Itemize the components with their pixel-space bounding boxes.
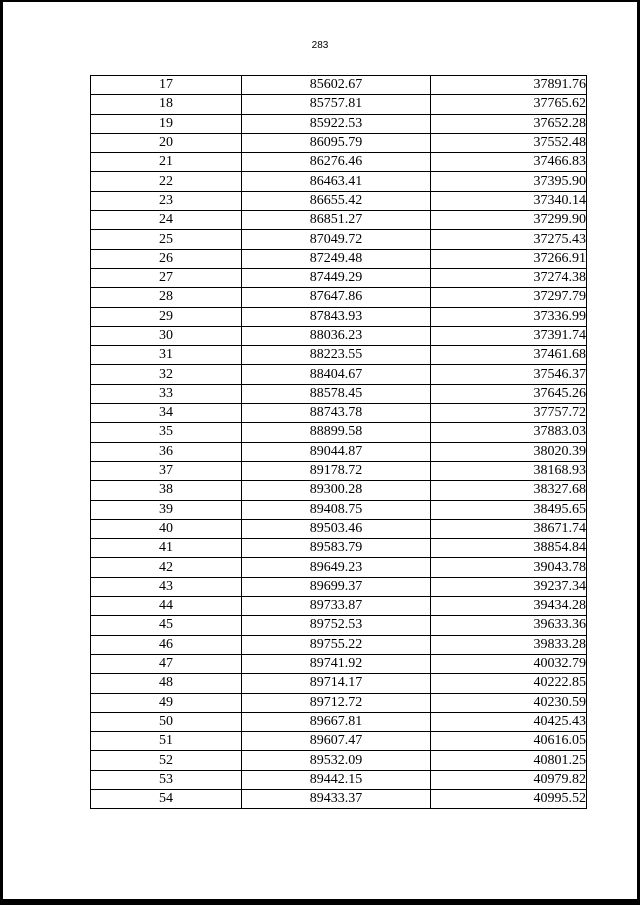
- x-coordinate-cell: 88223.55: [242, 346, 431, 365]
- table-row: [91, 133, 587, 152]
- point-number-cell: 19: [91, 114, 242, 133]
- point-number-cell: 42: [91, 558, 242, 577]
- point-number-cell: 26: [91, 249, 242, 268]
- y-coordinate-cell: 37275.43: [431, 230, 587, 249]
- y-coordinate-cell: 40230.59: [431, 693, 587, 712]
- scan-border-top: [0, 0, 640, 2]
- x-coordinate-cell: 85757.81: [242, 95, 431, 114]
- point-number-cell: 54: [91, 789, 242, 808]
- table-row: [91, 249, 587, 268]
- y-coordinate-cell: 37891.76: [431, 76, 587, 95]
- coordinates-table-body: [91, 76, 587, 809]
- table-row: [91, 114, 587, 133]
- point-number-cell: 23: [91, 191, 242, 210]
- y-coordinate-cell: 37299.90: [431, 211, 587, 230]
- point-number-cell: 38: [91, 481, 242, 500]
- point-number-cell: 21: [91, 153, 242, 172]
- table-row: [91, 384, 587, 403]
- point-number-cell: 39: [91, 500, 242, 519]
- point-number-cell: 44: [91, 597, 242, 616]
- point-number-cell: 52: [91, 751, 242, 770]
- x-coordinate-cell: 89755.22: [242, 635, 431, 654]
- x-coordinate-cell: 89433.37: [242, 789, 431, 808]
- table-row: [91, 539, 587, 558]
- x-coordinate-cell: 89408.75: [242, 500, 431, 519]
- x-coordinate-cell: 86276.46: [242, 153, 431, 172]
- y-coordinate-cell: 37546.37: [431, 365, 587, 384]
- x-coordinate-cell: 89583.79: [242, 539, 431, 558]
- table-row: [91, 519, 587, 538]
- y-coordinate-cell: 37765.62: [431, 95, 587, 114]
- point-number-cell: 33: [91, 384, 242, 403]
- table-row: [91, 674, 587, 693]
- point-number-cell: 29: [91, 307, 242, 326]
- x-coordinate-cell: 87647.86: [242, 288, 431, 307]
- x-coordinate-cell: 88899.58: [242, 423, 431, 442]
- point-number-cell: 30: [91, 326, 242, 345]
- scan-border-bottom: [0, 899, 640, 905]
- y-coordinate-cell: 37883.03: [431, 423, 587, 442]
- point-number-cell: 35: [91, 423, 242, 442]
- point-number-cell: 50: [91, 712, 242, 731]
- point-number-cell: 27: [91, 268, 242, 287]
- x-coordinate-cell: 88743.78: [242, 404, 431, 423]
- table-row: [91, 577, 587, 596]
- y-coordinate-cell: 37461.68: [431, 346, 587, 365]
- x-coordinate-cell: 85602.67: [242, 76, 431, 95]
- x-coordinate-cell: 89741.92: [242, 654, 431, 673]
- y-coordinate-cell: 38854.84: [431, 539, 587, 558]
- y-coordinate-cell: 39434.28: [431, 597, 587, 616]
- table-row: [91, 365, 587, 384]
- y-coordinate-cell: 37466.83: [431, 153, 587, 172]
- x-coordinate-cell: 85922.53: [242, 114, 431, 133]
- y-coordinate-cell: 37297.79: [431, 288, 587, 307]
- y-coordinate-cell: 38327.68: [431, 481, 587, 500]
- x-coordinate-cell: 87843.93: [242, 307, 431, 326]
- x-coordinate-cell: 87249.48: [242, 249, 431, 268]
- x-coordinate-cell: 89712.72: [242, 693, 431, 712]
- y-coordinate-cell: 40995.52: [431, 789, 587, 808]
- table-row: [91, 597, 587, 616]
- y-coordinate-cell: 40979.82: [431, 770, 587, 789]
- point-number-cell: 36: [91, 442, 242, 461]
- x-coordinate-cell: 89532.09: [242, 751, 431, 770]
- point-number-cell: 43: [91, 577, 242, 596]
- point-number-cell: 41: [91, 539, 242, 558]
- y-coordinate-cell: 40032.79: [431, 654, 587, 673]
- table-row: [91, 288, 587, 307]
- point-number-cell: 37: [91, 461, 242, 480]
- point-number-cell: 48: [91, 674, 242, 693]
- x-coordinate-cell: 89607.47: [242, 732, 431, 751]
- table-row: [91, 153, 587, 172]
- x-coordinate-cell: 89503.46: [242, 519, 431, 538]
- table-row: [91, 95, 587, 114]
- x-coordinate-cell: 89044.87: [242, 442, 431, 461]
- x-coordinate-cell: 88404.67: [242, 365, 431, 384]
- y-coordinate-cell: 38020.39: [431, 442, 587, 461]
- y-coordinate-cell: 40801.25: [431, 751, 587, 770]
- x-coordinate-cell: 89667.81: [242, 712, 431, 731]
- y-coordinate-cell: 39633.36: [431, 616, 587, 635]
- x-coordinate-cell: 88578.45: [242, 384, 431, 403]
- table-row: [91, 751, 587, 770]
- point-number-cell: 24: [91, 211, 242, 230]
- page-number: 283: [311, 40, 329, 51]
- point-number-cell: 20: [91, 133, 242, 152]
- y-coordinate-cell: 37391.74: [431, 326, 587, 345]
- table-row: [91, 230, 587, 249]
- table-row: [91, 442, 587, 461]
- x-coordinate-cell: 86463.41: [242, 172, 431, 191]
- y-coordinate-cell: 38495.65: [431, 500, 587, 519]
- y-coordinate-cell: 38168.93: [431, 461, 587, 480]
- table-row: [91, 654, 587, 673]
- x-coordinate-cell: 89442.15: [242, 770, 431, 789]
- x-coordinate-cell: 86655.42: [242, 191, 431, 210]
- table-row: [91, 732, 587, 751]
- y-coordinate-cell: 40616.05: [431, 732, 587, 751]
- table-row: [91, 712, 587, 731]
- point-number-cell: 34: [91, 404, 242, 423]
- x-coordinate-cell: 87049.72: [242, 230, 431, 249]
- point-number-cell: 17: [91, 76, 242, 95]
- point-number-cell: 18: [91, 95, 242, 114]
- y-coordinate-cell: 37757.72: [431, 404, 587, 423]
- y-coordinate-cell: 37266.91: [431, 249, 587, 268]
- y-coordinate-cell: 40425.43: [431, 712, 587, 731]
- y-coordinate-cell: 37645.26: [431, 384, 587, 403]
- point-number-cell: 46: [91, 635, 242, 654]
- table-row: [91, 346, 587, 365]
- point-number-cell: 47: [91, 654, 242, 673]
- table-row: [91, 770, 587, 789]
- table-row: [91, 404, 587, 423]
- y-coordinate-cell: 39237.34: [431, 577, 587, 596]
- y-coordinate-cell: 37552.48: [431, 133, 587, 152]
- point-number-cell: 51: [91, 732, 242, 751]
- point-number-cell: 53: [91, 770, 242, 789]
- table-row: [91, 616, 587, 635]
- point-number-cell: 40: [91, 519, 242, 538]
- point-number-cell: 22: [91, 172, 242, 191]
- x-coordinate-cell: 89300.28: [242, 481, 431, 500]
- x-coordinate-cell: 86851.27: [242, 211, 431, 230]
- table-row: [91, 423, 587, 442]
- table-row: [91, 268, 587, 287]
- x-coordinate-cell: 89733.87: [242, 597, 431, 616]
- y-coordinate-cell: 37274.38: [431, 268, 587, 287]
- point-number-cell: 32: [91, 365, 242, 384]
- point-number-cell: 25: [91, 230, 242, 249]
- point-number-cell: 31: [91, 346, 242, 365]
- scan-border-left: [0, 0, 3, 905]
- point-number-cell: 28: [91, 288, 242, 307]
- y-coordinate-cell: 39043.78: [431, 558, 587, 577]
- table-row: [91, 326, 587, 345]
- x-coordinate-cell: 86095.79: [242, 133, 431, 152]
- table-row: [91, 693, 587, 712]
- y-coordinate-cell: 38671.74: [431, 519, 587, 538]
- table-row: [91, 481, 587, 500]
- y-coordinate-cell: 37395.90: [431, 172, 587, 191]
- table-row: [91, 635, 587, 654]
- x-coordinate-cell: 87449.29: [242, 268, 431, 287]
- coordinates-table: [90, 75, 587, 809]
- x-coordinate-cell: 89178.72: [242, 461, 431, 480]
- x-coordinate-cell: 89752.53: [242, 616, 431, 635]
- table-row: [91, 558, 587, 577]
- y-coordinate-cell: 40222.85: [431, 674, 587, 693]
- x-coordinate-cell: 89714.17: [242, 674, 431, 693]
- y-coordinate-cell: 37652.28: [431, 114, 587, 133]
- table-row: [91, 789, 587, 808]
- y-coordinate-cell: 39833.28: [431, 635, 587, 654]
- table-row: [91, 211, 587, 230]
- y-coordinate-cell: 37340.14: [431, 191, 587, 210]
- table-row: [91, 461, 587, 480]
- point-number-cell: 49: [91, 693, 242, 712]
- y-coordinate-cell: 37336.99: [431, 307, 587, 326]
- point-number-cell: 45: [91, 616, 242, 635]
- x-coordinate-cell: 89649.23: [242, 558, 431, 577]
- table-row: [91, 191, 587, 210]
- table-row: [91, 307, 587, 326]
- table-row: [91, 500, 587, 519]
- x-coordinate-cell: 88036.23: [242, 326, 431, 345]
- x-coordinate-cell: 89699.37: [242, 577, 431, 596]
- table-row: [91, 76, 587, 95]
- table-row: [91, 172, 587, 191]
